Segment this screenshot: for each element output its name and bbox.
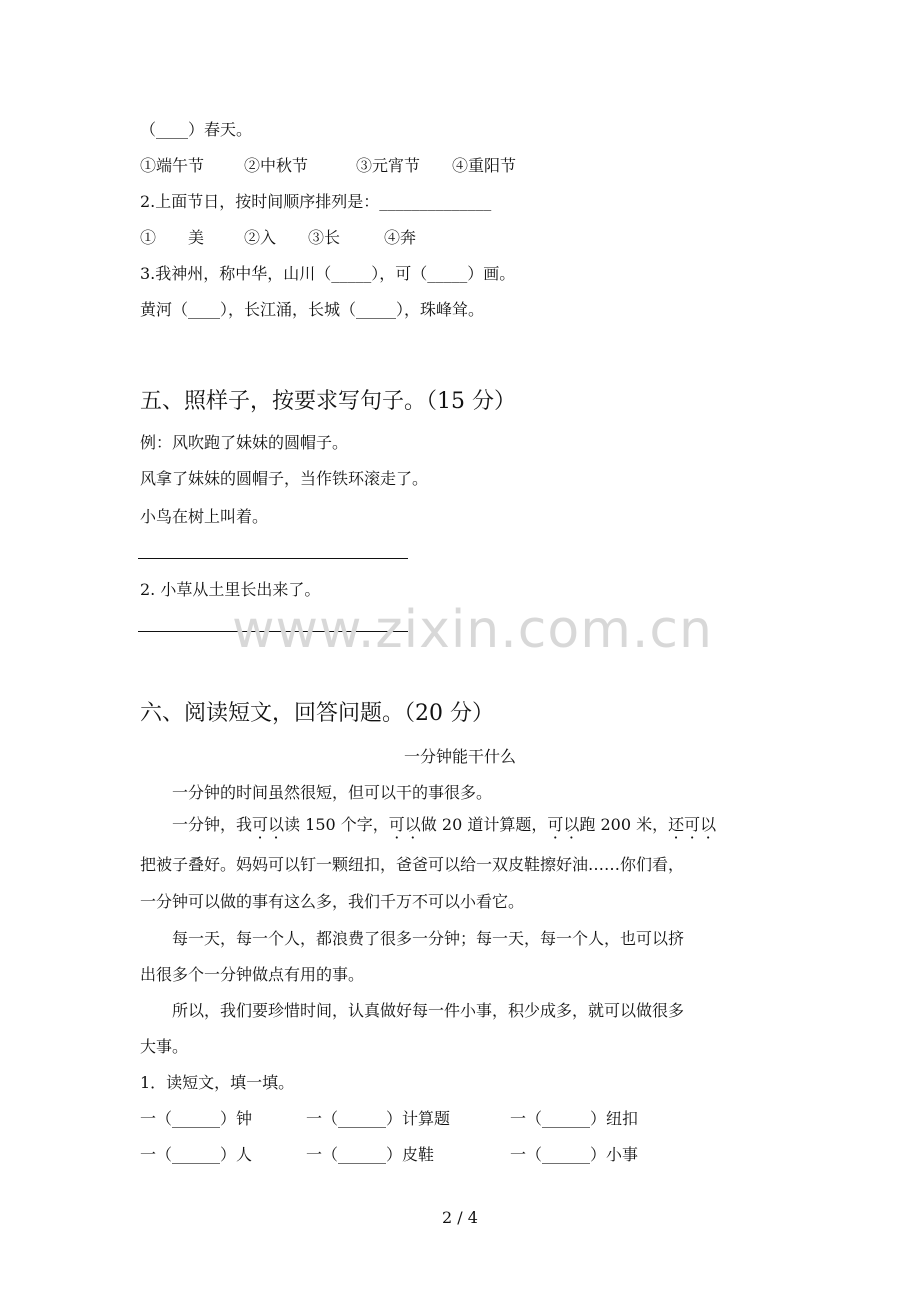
dotted-char: 以 [700, 815, 717, 834]
answer-line-1 [138, 558, 408, 559]
option-2: ②中秋节 [244, 156, 309, 175]
passage-p2-line2: 把被子叠好。妈妈可以钉一颗纽扣，爸爸可以给一双皮鞋擦好油……你们看， [140, 855, 685, 874]
page-number: 2 / 4 [442, 1208, 478, 1227]
char-option-4: ④奔 [384, 228, 417, 247]
festival-options [140, 156, 516, 176]
char-options [140, 228, 416, 248]
question-grass: 2. 小草从土里长出来了。 [140, 580, 321, 599]
dotted-char: 以 [563, 815, 580, 834]
fill-line-shenzhou: 3.我神州，称中华，山川（_____），可（_____）画。 [140, 264, 516, 283]
option-1: ①端午节 [140, 156, 205, 175]
passage-p3-line2: 出很多个一分钟做点有用的事。 [140, 965, 365, 984]
fill-cell: 一（______）计算题 [306, 1109, 451, 1128]
fill-row-2 [140, 1145, 638, 1165]
question-order: 2.上面节日，按时间顺序排列是：______________ [140, 192, 492, 211]
dotted-char: 可 [388, 815, 405, 834]
fill-cell: 一（______）皮鞋 [306, 1145, 435, 1164]
passage-p4-line2: 大事。 [140, 1037, 189, 1056]
fill-cell: 一（______）小事 [510, 1145, 639, 1164]
dotted-char: 可 [252, 815, 269, 834]
passage-p1: 一分钟的时间虽然很短，但可以干的事很多。 [172, 783, 493, 802]
question-bird: 小鸟在树上叫着。 [140, 507, 269, 526]
passage-p2-line3: 一分钟可以做的事有这么多，我们千万不可以小看它。 [140, 892, 525, 911]
fill-cell: 一（______）人 [140, 1145, 253, 1164]
p2-text: 一分钟，我 [172, 815, 253, 834]
p2-text: 做 20 道计算题， [420, 815, 548, 834]
fill-cell: 一（______）钟 [140, 1109, 253, 1128]
option-4: ④重阳节 [452, 156, 517, 175]
passage-p2-line1 [172, 815, 716, 835]
char-option-3: ③长 [308, 228, 341, 247]
fill-line-spring: （____）春天。 [140, 120, 253, 139]
dotted-char: 以 [404, 815, 421, 834]
fill-row-1 [140, 1109, 638, 1129]
fill-line-huanghe: 黄河（____），长江涌，长城（_____），珠峰耸。 [140, 300, 485, 319]
section-6-heading: 六、阅读短文，回答问题。（20 分） [140, 701, 494, 726]
example-answer: 风拿了妹妹的圆帽子，当作铁环滚走了。 [140, 469, 429, 488]
dotted-char: 还 [668, 815, 685, 834]
dotted-char: 可 [684, 815, 701, 834]
watermark: www.zixin.com.cn [232, 600, 713, 660]
passage-p4-line1: 所以，我们要珍惜时间，认真做好每一件小事，积少成多，就可以做很多 [172, 1001, 685, 1020]
passage-p3-line1: 每一天，每一个人，都浪费了很多一分钟；每一天，每一个人，也可以挤 [172, 929, 685, 948]
question-read-fill: 1．读短文，填一填。 [140, 1073, 295, 1092]
dotted-char: 以 [268, 815, 285, 834]
char-option-2: ②入 [244, 228, 277, 247]
option-3: ③元宵节 [356, 156, 421, 175]
fill-cell: 一（______）纽扣 [510, 1109, 639, 1128]
char-option-1: ① 美 [140, 228, 205, 247]
p2-text: 跑 200 米， [579, 815, 669, 834]
passage-title: 一分钟能干什么 [403, 747, 516, 766]
p2-text: 读 150 个字， [284, 815, 389, 834]
dotted-char: 可 [547, 815, 564, 834]
section-5-heading: 五、照样子，按要求写句子。（15 分） [140, 389, 516, 414]
example-sentence: 例：风吹跑了妹妹的圆帽子。 [140, 433, 349, 452]
